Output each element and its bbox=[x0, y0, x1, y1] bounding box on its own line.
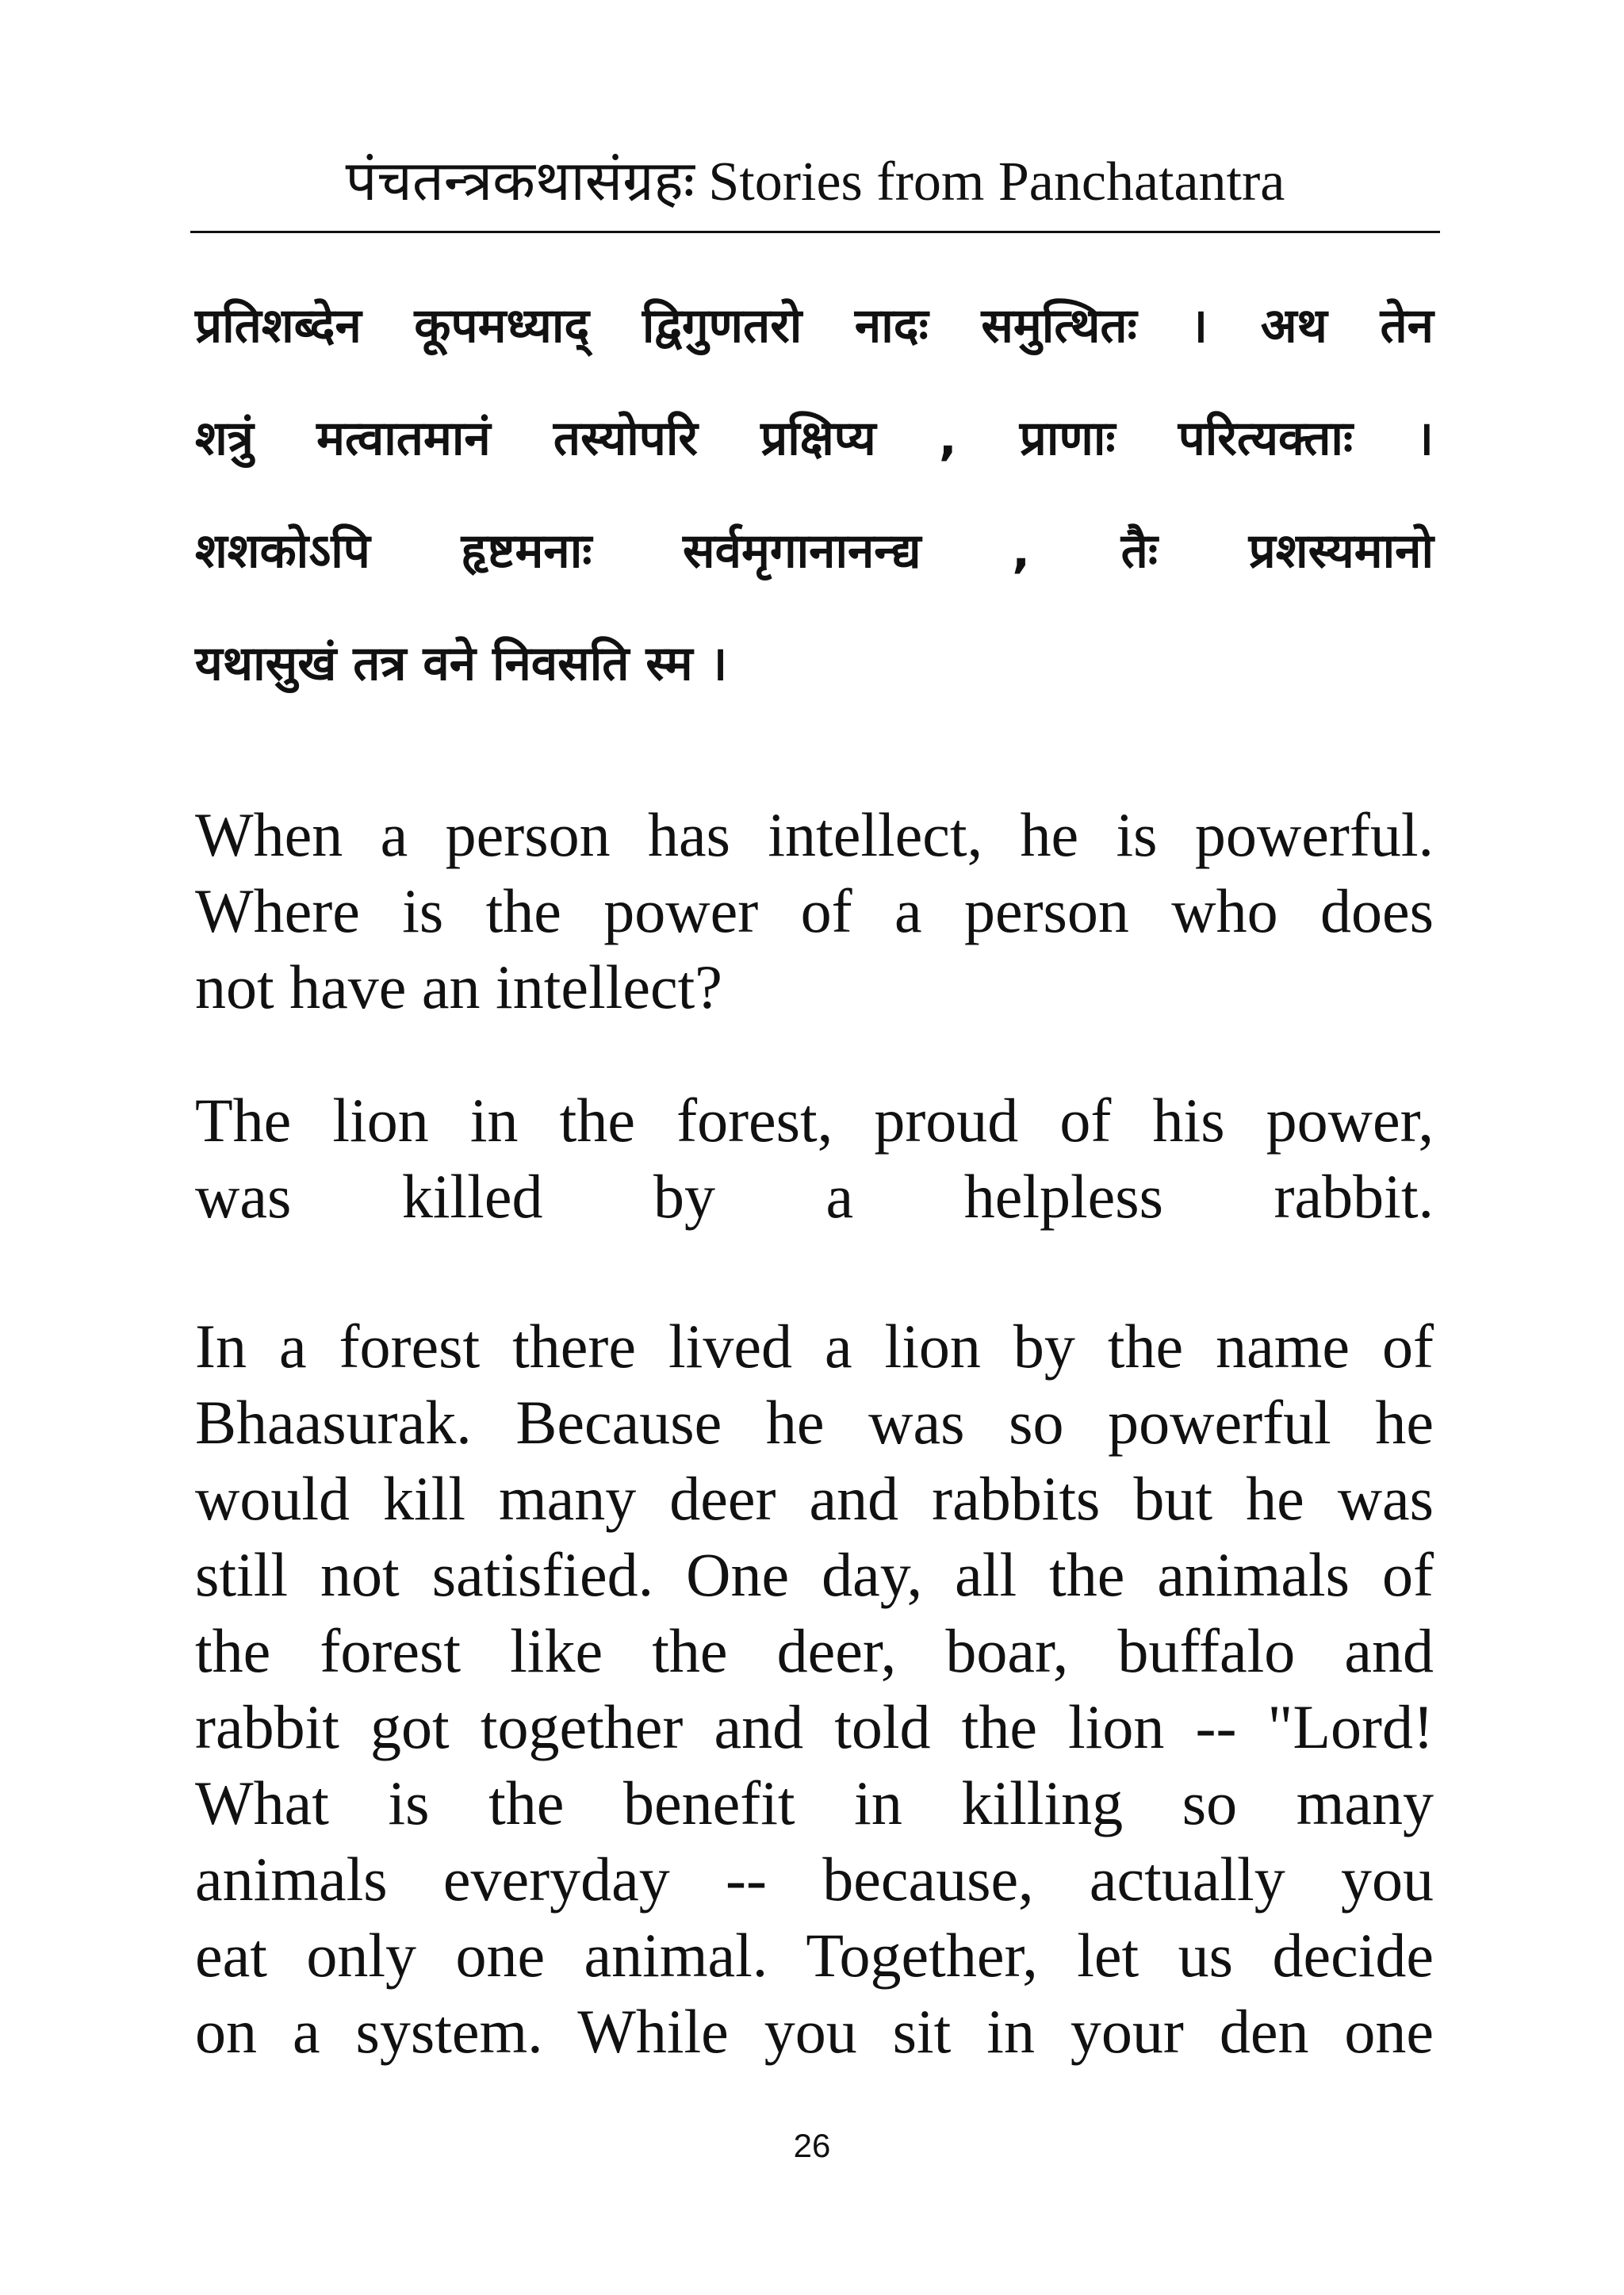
moral-paragraph bbox=[195, 797, 1434, 1025]
page-header: पंचतन्त्रकथासंग्रहः Stories from Panchatantra bbox=[345, 151, 1285, 213]
story-paragraph bbox=[195, 1308, 1434, 2070]
paragraph-line: Bhaasurak. Because he was so powerful he bbox=[195, 1388, 1434, 1457]
sanskrit-verse bbox=[195, 270, 1434, 720]
page-number: 26 bbox=[793, 2127, 831, 2164]
paragraph-line: was killed by a helpless rabbit. bbox=[195, 1162, 1434, 1231]
paragraph-line: animals everyday -- because, actually you bbox=[195, 1845, 1434, 1914]
sanskrit-line: शत्रुं मत्वातमानं तस्योपरि प्रक्षिप्य , प्राणाः परित्यक्ताः । bbox=[195, 411, 1434, 466]
paragraph-line: What is the benefit in killing so many bbox=[195, 1768, 1434, 1837]
sanskrit-line: प्रतिशब्देन कूपमध्याद् द्विगुणतरो नादः समुत्थितः । अथ तेन bbox=[195, 298, 1434, 354]
paragraph-line: The lion in the forest, proud of his power, bbox=[195, 1086, 1434, 1155]
sanskrit-line: शशकोऽपि हृष्टमनाः सर्वमृगानानन्द्य , तैः प्रशस्यमानो bbox=[195, 523, 1434, 579]
header-divider bbox=[190, 231, 1440, 233]
paragraph-line: When a person has intellect, he is powerful. bbox=[195, 800, 1434, 869]
summary-paragraph bbox=[195, 1082, 1434, 1235]
paragraph-line: still not satisfied. One day, all the animals of bbox=[195, 1540, 1434, 1609]
paragraph-line: would kill many deer and rabbits but he was bbox=[195, 1464, 1434, 1533]
paragraph-line: In a forest there lived a lion by the name of bbox=[195, 1312, 1434, 1381]
paragraph-line: on a system. While you sit in your den one bbox=[195, 1997, 1434, 2066]
paragraph-line: rabbit got together and told the lion -- "Lord! bbox=[195, 1692, 1434, 1761]
paragraph-line: not have an intellect? bbox=[195, 952, 722, 1021]
sanskrit-line: यथासुखं तत्र वने निवसति स्म । bbox=[195, 636, 728, 692]
paragraph-line: Where is the power of a person who does bbox=[195, 876, 1434, 945]
paragraph-line: eat only one animal. Together, let us decide bbox=[195, 1921, 1434, 1990]
paragraph-line: the forest like the deer, boar, buffalo and bbox=[195, 1616, 1434, 1685]
